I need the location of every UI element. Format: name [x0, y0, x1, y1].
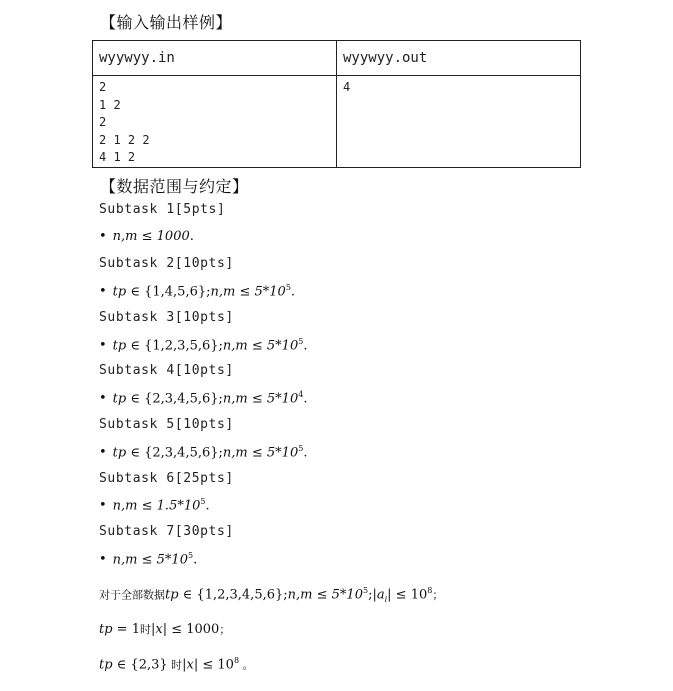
constraint-end: .: [303, 445, 308, 461]
note-tp1: [99, 621, 230, 637]
tp-var: tp: [99, 657, 113, 673]
constraint-text: n,m ≤ 5*10: [112, 552, 188, 568]
io-table-body-row: [93, 76, 581, 168]
note-all-data: [99, 586, 443, 604]
subtask-constraint: [99, 283, 295, 299]
tp-eq: = 1: [112, 622, 140, 637]
constraint-end: .: [303, 391, 308, 407]
constraint-end: .: [290, 284, 296, 300]
tp-set: ∈ {2,3,4,5,6};: [126, 445, 223, 461]
note-end: ；: [432, 588, 444, 602]
subtask-constraint: [99, 337, 307, 353]
bullet: •: [99, 552, 107, 568]
tp-var: tp: [112, 391, 127, 407]
subtask-title: Subtask 4[10pts]: [99, 363, 234, 378]
input-filename-cell: wyywyy.in: [93, 41, 337, 76]
bullet: •: [99, 391, 107, 407]
subtask-title: Subtask 5[10pts]: [99, 417, 234, 432]
output-filename-cell: wyywyy.out: [337, 41, 581, 76]
tp-set: ∈ {1,4,5,6};: [126, 284, 211, 300]
exponent: 5: [298, 337, 304, 346]
exponent: 5: [187, 551, 194, 560]
subtask-title: Subtask 3[10pts]: [99, 310, 234, 325]
subtask-constraint: [99, 229, 194, 244]
io-table-header-row: [93, 41, 581, 76]
bullet: •: [99, 338, 107, 354]
constraint-text: n,m ≤ 5*10: [222, 338, 299, 354]
tp-set: ∈ {2,3}: [112, 657, 168, 673]
constraint-text: n,m ≤ 5*10: [222, 445, 299, 461]
input-line: 2: [99, 115, 107, 129]
ai-abs: |a: [372, 587, 385, 603]
io-example-table: [92, 40, 581, 168]
tp-set: ∈ {1,2,3,5,6};: [126, 338, 223, 354]
when-text: 时: [139, 623, 151, 636]
constraint-text: n,m ≤ 5*10: [222, 391, 299, 407]
when-text: 时: [167, 658, 183, 672]
exponent: 5: [285, 283, 291, 292]
tp-var: tp: [112, 338, 127, 354]
separator: ;: [368, 587, 373, 603]
bullet: •: [99, 284, 107, 300]
tp-set: ∈ {2,3,4,5,6};: [126, 391, 223, 407]
exponent: 4: [298, 390, 304, 399]
exponent: 5: [298, 444, 304, 453]
bullet: •: [99, 498, 107, 514]
tp-var: tp: [112, 445, 127, 461]
constraints-heading: 【数据范围与约定】: [100, 177, 249, 196]
x-abs: |x|: [150, 622, 168, 637]
io-example-heading: 【输入输出样例】: [100, 13, 233, 32]
input-line: 2 1 2 2: [99, 132, 150, 147]
subtask-constraint: [99, 444, 307, 460]
constraint-text: n,m ≤ 1.5*10: [112, 498, 201, 514]
ai-bound: | ≤ 10: [387, 587, 428, 603]
input-line: 1 2: [99, 97, 121, 112]
constraint-end: .: [193, 552, 198, 568]
bullet: •: [99, 229, 107, 244]
constraint-end: .: [189, 229, 194, 244]
exponent: 5: [200, 497, 206, 506]
input-line: 4 1 2: [99, 150, 136, 164]
subtask-title: Subtask 2[10pts]: [99, 256, 234, 271]
bullet: •: [99, 445, 107, 461]
exponent: 8: [233, 656, 240, 665]
subtask-constraint: [99, 551, 197, 567]
note-end: 。: [239, 658, 254, 672]
subtask-constraint: [99, 497, 210, 513]
note-prefix: 对于全部数据: [99, 588, 165, 602]
nm-bound: n,m ≤ 5*10: [287, 587, 363, 603]
note-end: ；: [219, 623, 231, 636]
subtask-title: Subtask 1[5pts]: [99, 202, 226, 217]
tp-var: tp: [165, 587, 179, 603]
ai-subscript: i: [384, 594, 388, 604]
exponent: 5: [362, 586, 369, 595]
input-line: 2: [99, 80, 107, 94]
note-tp23: [99, 656, 254, 672]
x-bound: ≤ 10: [198, 657, 234, 673]
subtask-constraint: [99, 390, 307, 406]
subtask-title: Subtask 7[30pts]: [99, 524, 234, 539]
constraint-text: n,m ≤ 1000: [112, 229, 190, 244]
tp-set: ∈ {1,2,3,4,5,6};: [178, 587, 288, 603]
output-line: 4: [343, 80, 351, 94]
input-content-cell: [93, 76, 337, 168]
x-bound: ≤ 1000: [167, 622, 220, 637]
exponent: 8: [427, 586, 433, 595]
subtask-title: Subtask 6[25pts]: [99, 471, 234, 486]
constraint-text: n,m ≤ 5*10: [210, 284, 286, 300]
output-content-cell: [337, 76, 581, 168]
constraint-end: .: [205, 498, 210, 514]
tp-var: tp: [112, 284, 127, 300]
tp-var: tp: [99, 622, 113, 637]
x-abs: |x|: [182, 657, 199, 673]
constraint-end: .: [303, 338, 308, 354]
